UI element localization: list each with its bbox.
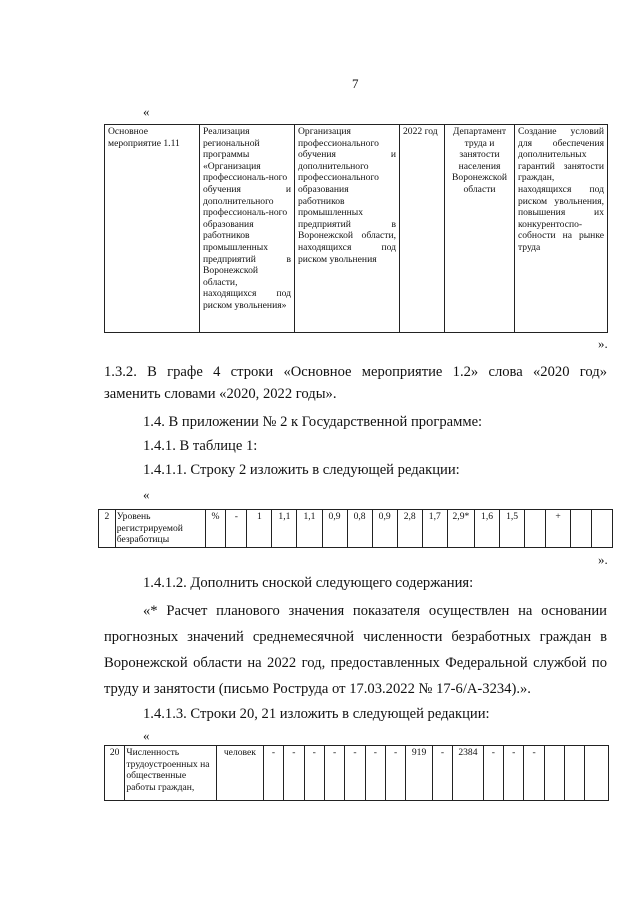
table-cell: 0,8 <box>347 510 372 548</box>
close-quote-1: ». <box>598 336 608 351</box>
table-cell: 919 <box>406 746 432 801</box>
table-cell <box>591 510 612 548</box>
table-cell <box>544 746 564 801</box>
paragraph-1-4-1-2: 1.4.1.2. Дополнить сноской следующего содержания: <box>143 575 474 591</box>
table-cell: - <box>524 746 544 801</box>
table-cell: 1,6 <box>474 510 499 548</box>
table-cell: 1 <box>247 510 272 548</box>
table-cell: 0,9 <box>322 510 347 548</box>
table-cell: + <box>546 510 571 548</box>
table-cell: - <box>226 510 247 548</box>
table-cell: Основное мероприятие 1.11 <box>105 125 200 333</box>
close-quote-2: ». <box>598 552 608 567</box>
table-cell: Организация профессионального обучения и дополнительного профессионального образования работников промышленных предприятий в Воронежской области, находящихся под риском увольнения <box>295 125 400 333</box>
table-cell: Реализация региональной программы «Организация профессиональ-ного обучения и дополнительного профессиональ-ного образования работников промышленных предприятий в Воронежской области, находящихся под риском увольнения» <box>200 125 295 333</box>
paragraph-1-4-1-3: 1.4.1.3. Строки 20, 21 изложить в следующей редакции: <box>143 706 490 722</box>
table-cell <box>565 746 585 801</box>
footnote-line-2: прогнозных значений среднемесячной численности безработных граждан в <box>104 629 607 645</box>
table-cell: - <box>365 746 385 801</box>
table-cell: человек <box>216 746 263 801</box>
table-cell: 2022 год <box>400 125 445 333</box>
table-cell: 2384 <box>453 746 484 801</box>
table-cell: Департамент труда и занятости населения Воронежской области <box>445 125 515 333</box>
table-cell: - <box>504 746 524 801</box>
table-cell: 0,9 <box>372 510 397 548</box>
paragraph-1-4-1: 1.4.1. В таблице 1: <box>143 438 258 454</box>
activity-table <box>104 124 608 333</box>
table-cell: - <box>483 746 503 801</box>
table-cell: 1,5 <box>500 510 525 548</box>
table-cell: % <box>205 510 226 548</box>
table-cell <box>571 510 592 548</box>
table-row <box>99 510 613 548</box>
page-number: 7 <box>352 76 359 91</box>
paragraph-1-4: 1.4. В приложении № 2 к Государственной программе: <box>143 414 483 430</box>
table-row <box>105 746 609 801</box>
table-row <box>105 125 608 333</box>
table-cell: Создание условий для обеспечения дополнительных гарантий занятости граждан, находящихся под риском увольнения, повышения их конкурентоспо-собности на рынке труда <box>515 125 608 333</box>
paragraph-1-4-1-1: 1.4.1.1. Строку 2 изложить в следующей редакции: <box>143 462 460 478</box>
open-quote-1: « <box>143 104 150 119</box>
footnote-line-3: Воронежской области на 2022 год, предоставленных Федеральной службой по <box>104 655 607 671</box>
table-cell: 2,8 <box>397 510 422 548</box>
open-quote-2: « <box>143 487 150 502</box>
table-cell: - <box>263 746 283 801</box>
table-cell: - <box>324 746 344 801</box>
table-cell: - <box>345 746 365 801</box>
table-cell: 2,9* <box>447 510 474 548</box>
table-cell: 1,7 <box>422 510 447 548</box>
table-cell: Уровень регистрируемой безработицы <box>115 510 205 548</box>
table-cell: 1,1 <box>272 510 297 548</box>
table-cell <box>525 510 546 548</box>
table-cell: - <box>284 746 304 801</box>
table-cell: Численность трудоустроенных на общественные работы граждан, <box>125 746 217 801</box>
table-cell: 1,1 <box>297 510 322 548</box>
table-cell: 20 <box>105 746 125 801</box>
table-cell: - <box>385 746 405 801</box>
indicator-table-row-20 <box>104 745 609 801</box>
paragraph-1-3-2-cont: заменить словами «2020, 2022 годы». <box>104 386 337 402</box>
footnote-line-4: труду и занятости (письмо Роструда от 17.03.2022 № 17-6/А-3234).». <box>104 681 531 697</box>
table-cell: - <box>304 746 324 801</box>
table-cell <box>585 746 609 801</box>
open-quote-3: « <box>143 728 150 743</box>
table-cell: - <box>432 746 452 801</box>
indicator-table-row-2 <box>98 509 613 548</box>
table-cell: 2 <box>99 510 116 548</box>
footnote-line-1: «* Расчет планового значения показателя осуществлен на основании <box>143 603 607 619</box>
paragraph-1-3-2: 1.3.2. В графе 4 строки «Основное мероприятие 1.2» слова «2020 год» <box>104 364 607 380</box>
